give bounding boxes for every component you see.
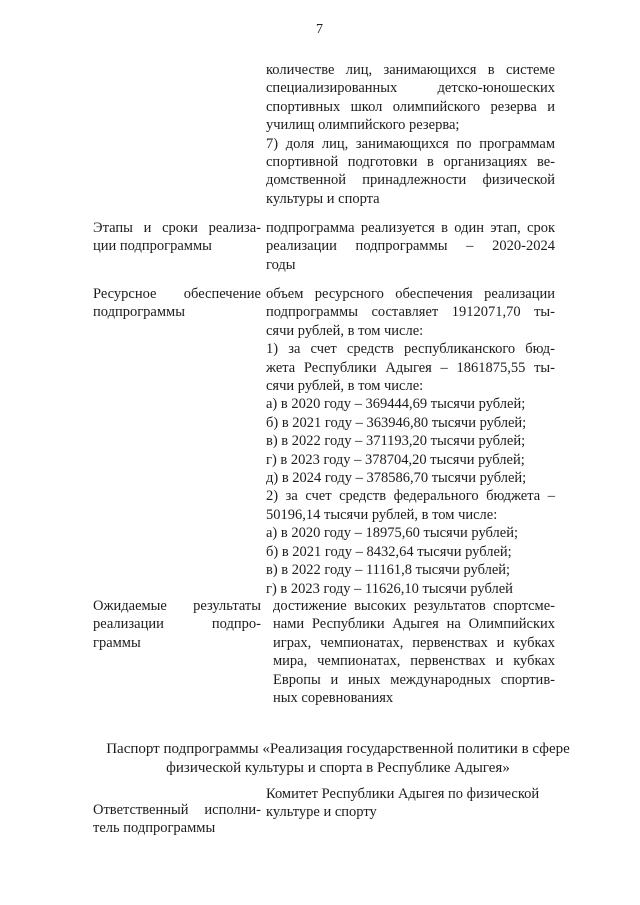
- label-line: подпрограммы: [93, 304, 185, 321]
- text-line: домственной принадлежности физической: [266, 172, 555, 189]
- text-line: 50196,14 тысячи рублей, в том числе:: [266, 506, 498, 523]
- title-line: физической культуры и спорта в Республике Адыгея»: [166, 759, 510, 776]
- text-line: нами Республики Адыгея на Олимпийских: [273, 616, 555, 633]
- text-line: объем ресурсного обеспечения реализации: [266, 286, 555, 302]
- executor-value: [266, 785, 555, 822]
- text-line: 1) за счет средств республиканского бюд-: [266, 341, 555, 358]
- text-line: училищ олимпийского резерва;: [266, 117, 460, 134]
- label-line: Этапы и сроки реализа-: [93, 220, 261, 236]
- text-line: г) в 2023 году – 378704,20 тысячи рублей;: [266, 451, 525, 468]
- text-line: а) в 2020 году – 18975,60 тысячи рублей;: [266, 525, 518, 542]
- text-line: д) в 2024 году – 378586,70 тысячи рублей;: [266, 470, 527, 487]
- text-line: в) в 2022 году – 371193,20 тысячи рублей;: [266, 433, 526, 450]
- text-line: достижение высоких результатов спортсме-: [273, 598, 555, 614]
- text-line: культуре и спорту: [266, 804, 377, 821]
- text-line: количестве лиц, занимающихся в системе: [266, 62, 555, 78]
- text-line: сячи рублей, в том числе:: [266, 322, 424, 339]
- text-line: годы: [266, 256, 296, 273]
- label-line: Ожидаемые результаты: [93, 598, 261, 614]
- text-line: 7) доля лиц, занимающихся по программам: [266, 135, 555, 152]
- results-label: [93, 597, 261, 652]
- stages-value: [266, 219, 555, 274]
- text-line: специализированных детско-юношеских: [266, 80, 555, 97]
- label-line: реализации подпро-: [93, 616, 261, 633]
- text-line: жета Республики Адыгея – 1861875,55 ты-: [266, 359, 555, 376]
- text-line: реализации подпрограммы – 2020-2024: [266, 238, 555, 255]
- label-line: тель подпрограммы: [93, 820, 216, 837]
- resources-label: [93, 285, 261, 322]
- label-line: Ресурсное обеспечение: [93, 286, 261, 302]
- text-line: г) в 2023 году – 11626,10 тысячи рублей: [266, 580, 513, 597]
- text-line: Комитет Республики Адыгея по физической: [266, 786, 540, 802]
- resources-value: [266, 285, 555, 598]
- text-line: культуры и спорта: [266, 190, 380, 207]
- label-line: Ответственный исполни-: [93, 802, 261, 818]
- text-line: 2) за счет средств федерального бюджета –: [266, 488, 555, 505]
- text-line: Европы и иных международных спортив-: [273, 671, 555, 688]
- label-line: граммы: [93, 634, 141, 651]
- text-line: спортивных школ олимпийского резерва и: [266, 98, 555, 115]
- text-line: сячи рублей, в том числе:: [266, 378, 424, 395]
- executor-label: [93, 801, 261, 838]
- text-line: б) в 2021 году – 363946,80 тысячи рублей;: [266, 414, 527, 431]
- title-line: Паспорт подпрограммы «Реализация государственной политики в сфере: [106, 741, 570, 757]
- text-line: играх, чемпионатах, первенствах и кубках: [273, 634, 555, 651]
- text-line: б) в 2021 году – 8432,64 тысячи рублей;: [266, 543, 512, 560]
- text-line: в) в 2022 году – 11161,8 тысячи рублей;: [266, 562, 511, 579]
- passport-title: [100, 740, 576, 777]
- label-line: ции подпрограммы: [93, 238, 212, 255]
- text-line: ных соревнованиях: [273, 690, 394, 707]
- text-line: подпрограмма реализуется в один этап, срок: [266, 220, 555, 236]
- text-line: спортивной подготовки в организациях ве-: [266, 154, 555, 171]
- text-line: мира, чемпионатах, первенствах и кубках: [273, 653, 555, 670]
- page-number: 7: [316, 22, 323, 37]
- text-line: а) в 2020 году – 369444,69 тысячи рублей;: [266, 396, 526, 413]
- results-value: [273, 597, 555, 707]
- stages-label: [93, 219, 261, 256]
- text-line: подпрограммы составляет 1912071,70 ты-: [266, 304, 555, 321]
- targets-continuation: [266, 61, 555, 208]
